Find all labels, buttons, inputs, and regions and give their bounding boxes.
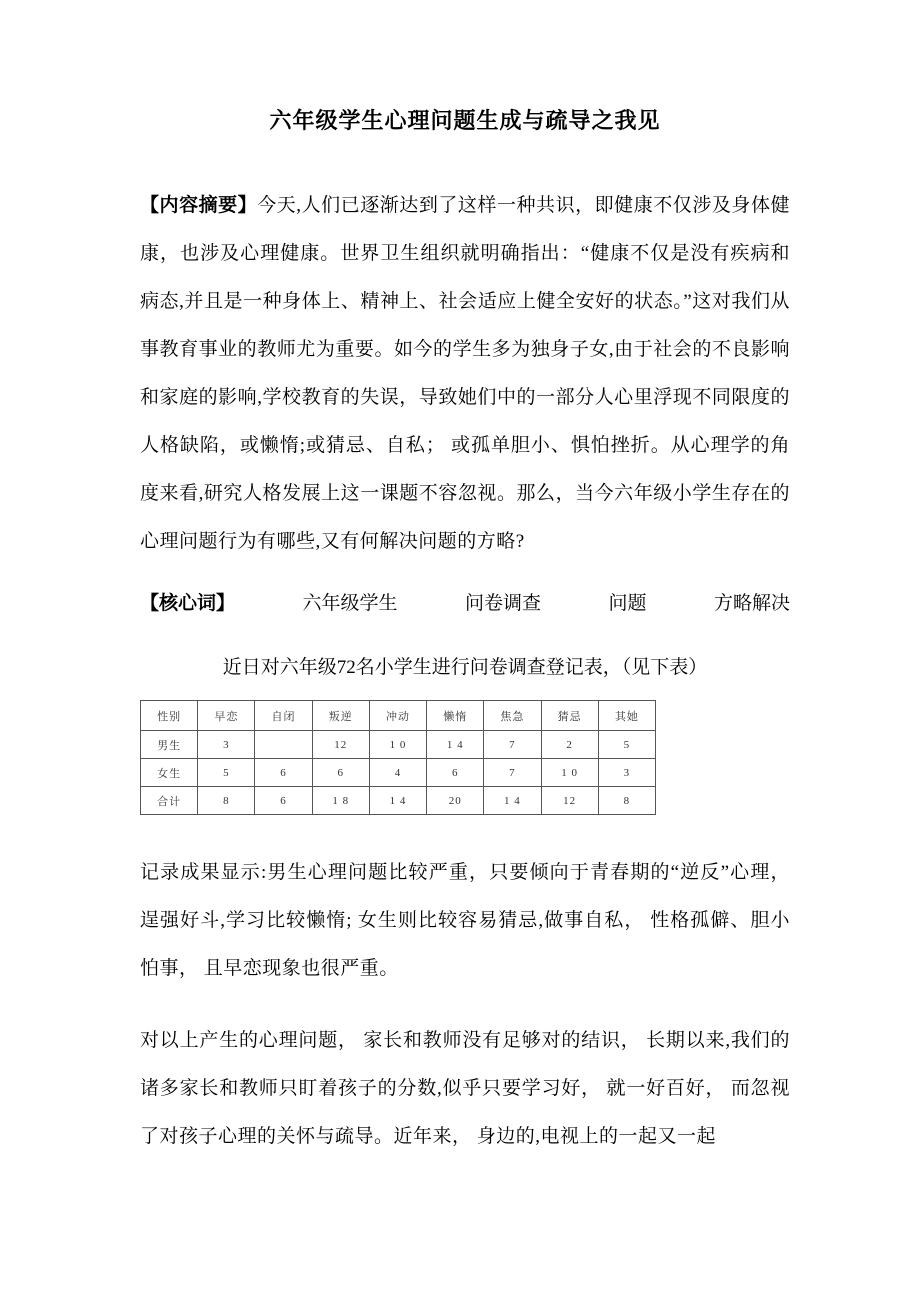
table-cell: 5 [198,759,255,787]
row-label: 女生 [141,759,198,787]
keyword-solution: 方略解决 [713,593,790,614]
table-cell: 3 [598,759,655,787]
table-cell: 5 [598,731,655,759]
table-cell: 1 4 [369,787,426,815]
header-other: 其她 [598,701,655,731]
table-row-total [141,787,656,815]
table-cell: 1 4 [484,787,541,815]
keywords-label: 【核心词】 [140,593,236,614]
table-cell: 8 [198,787,255,815]
keyword-grade: 六年级学生 [302,593,398,614]
header-anxious: 焦急 [484,701,541,731]
table-row-girls [141,759,656,787]
table-cell: 6 [255,787,312,815]
document-title: 六年级学生心理问题生成与疏导之我见 [269,108,661,133]
header-rebellion: 叛逆 [312,701,369,731]
table-cell: 1 0 [541,759,598,787]
table-cell: 6 [255,759,312,787]
table-cell [255,731,312,759]
table-cell: 8 [598,787,655,815]
keyword-survey: 问卷调查 [464,593,541,614]
table-cell: 1 8 [312,787,369,815]
table-cell: 6 [427,759,484,787]
table-caption: 近日对六年级72名小学生进行问卷调查登记表，（见下表） [222,657,708,678]
table-cell: 20 [427,787,484,815]
header-gender: 性别 [141,701,198,731]
row-label: 男生 [141,731,198,759]
table-cell: 4 [369,759,426,787]
table-cell: 3 [198,731,255,759]
table-cell: 1 4 [427,731,484,759]
table-cell: 6 [312,759,369,787]
header-lazy: 懒惰 [427,701,484,731]
survey-table [140,700,656,815]
results-paragraph: 记录成果显示:男生心理问题比较严重，只要倾向于青春期的“逆反”心理， 逞强好斗,学习比较懒惰; 女生则比较容易猜忌,做事自私， 性格孤僻、胆小怕事， 且早恋现象也很严重。 [140,862,790,979]
table-cell: 2 [541,731,598,759]
abstract-paragraph [140,182,790,566]
table-cell: 1 0 [369,731,426,759]
table-cell: 7 [484,731,541,759]
keyword-problem: 问题 [608,593,647,614]
keywords-line [140,580,790,628]
analysis-paragraph: 对以上产生的心理问题， 家长和教师没有足够对的结识， 长期以来,我们的诸多家长和教师只盯着孩子的分数,似乎只要学习好， 就一好百好， 而忽视了对孩子心理的关怀与疏导。近年来， 身边的,电视上的一起又一起 [140,1030,790,1147]
table-header-row [141,701,656,731]
abstract-text: 今天,人们已逐渐达到了这样一种共识，即健康不仅涉及身体健康，也涉及心理健康。世界卫生组织就明确指出：“健康不仅是没有疾病和病态,并且是一种身体上、精神上、社会适应上健全安好的状态。”这对我们从事教育事业的教师尤为重要。如今的学生多为独身子女,由于社会的不良影响和家庭的影响,学校教育的失误，导致她们中的一部分人心里浮现不同限度的人格缺陷，或懒惰;或猜忌、自私； 或孤单胆小、惧怕挫折。从心理学的角度来看,研究人格发展上这一课题不容忽视。那么，当今六年级小学生存在的心理问题行为有哪些,又有何解决问题的方略? [140,195,790,552]
table-cell: 12 [541,787,598,815]
header-autism: 自闭 [255,701,312,731]
header-impulsive: 冲动 [369,701,426,731]
table-row-boys [141,731,656,759]
abstract-label: 【内容摘要】 [140,195,258,216]
header-suspicion: 猜忌 [541,701,598,731]
header-early-love: 早恋 [198,701,255,731]
table-cell: 7 [484,759,541,787]
row-label: 合计 [141,787,198,815]
table-cell: 12 [312,731,369,759]
